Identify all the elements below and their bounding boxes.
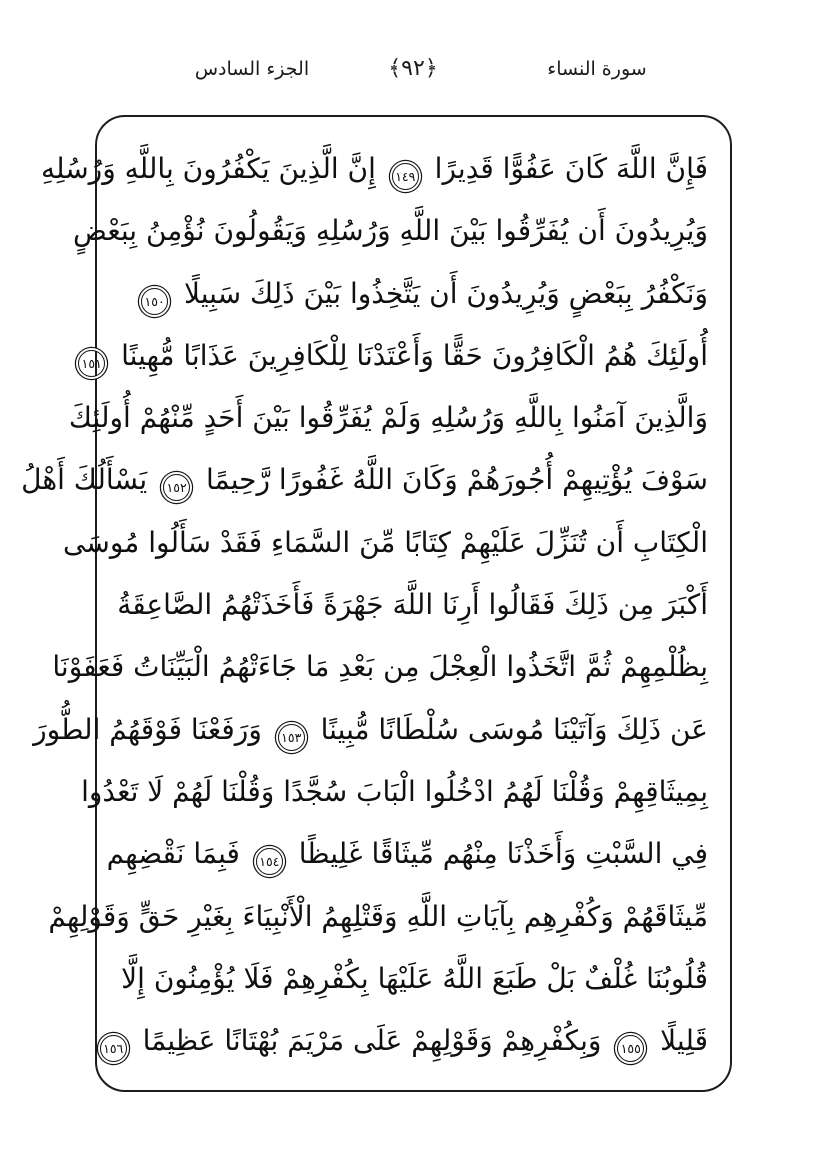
quran-line-10: عَن ذَلِكَ وَآتَيْنَا مُوسَى سُلْطَانًا مُّبِينًا ١٥٣ وَرَفَعْنَا فَوْقَهُمُ الطُّورَ (119, 699, 708, 761)
quran-line-1: فَإِنَّ اللَّهَ كَانَ عَفُوًّا قَدِيرًا ١٤٩ إِنَّ الَّذِينَ يَكْفُرُونَ بِاللَّهِ وَرُسُلِهِ (119, 138, 708, 200)
ayah-end-marker: ١٥٠ (141, 288, 168, 315)
juz-label: الجزء السادس (194, 58, 310, 80)
quran-line-7: الْكِتَابِ أَن تُنَزِّلَ عَلَيْهِمْ كِتَابًا مِّنَ السَّمَاءِ فَقَدْ سَأَلُوا مُوسَى (63, 525, 708, 559)
quran-line-6: سَوْفَ يُؤْتِيهِمْ أُجُورَهُمْ وَكَانَ اللَّهُ غَفُورًا رَّحِيمًا ١٥٢ يَسْأَلُكَ أَهْلُ (119, 449, 708, 511)
ayah-end-marker: ١٥٣ (278, 724, 305, 751)
quran-line-8: أَكْبَرَ مِن ذَلِكَ فَقَالُوا أَرِنَا اللَّهَ جَهْرَةً فَأَخَذَتْهُمُ الصَّاعِقَةُ (117, 588, 708, 622)
ayah-end-marker: ١٤٩ (392, 163, 419, 190)
quran-line-4: أُولَئِكَ هُمُ الْكَافِرُونَ حَقًّا وَأَعْتَدْنَا لِلْكَافِرِينَ عَذَابًا مُّهِينًا ١٥١ (119, 325, 708, 387)
surah-label: سورة النساء (547, 58, 647, 80)
quran-line-3: وَنَكْفُرُ بِبَعْضٍ وَيُرِيدُونَ أَن يَتَّخِذُوا بَيْنَ ذَلِكَ سَبِيلًا ١٥٠ (119, 263, 708, 325)
quran-line-15: قَلِيلًا ١٥٥ وَبِكُفْرِهِمْ وَقَوْلِهِمْ عَلَى مَرْيَمَ بُهْتَانًا عَظِيمًا ١٥٦ (119, 1010, 708, 1072)
quran-line-11: بِمِيثَاقِهِمْ وَقُلْنَا لَهُمُ ادْخُلُوا الْبَابَ سُجَّدًا وَقُلْنَا لَهُمْ لَا تَعْدُوا (81, 774, 708, 808)
quran-line-5: وَالَّذِينَ آمَنُوا بِاللَّهِ وَرُسُلِهِ وَلَمْ يُفَرِّقُوا بَيْنَ أَحَدٍ مِّنْهُمْ أُولَئِكَ (68, 401, 708, 435)
quran-line-12: فِي السَّبْتِ وَأَخَذْنَا مِنْهُم مِّيثَاقًا غَلِيظًا ١٥٤ فَبِمَا نَقْضِهِم (119, 823, 708, 885)
page-number: ﴿٩٢﴾ (388, 56, 438, 81)
ayah-end-marker: ١٥٢ (163, 474, 190, 501)
ayah-end-marker: ١٥٥ (617, 1035, 644, 1062)
quran-line-13: مِّيثَاقَهُمْ وَكُفْرِهِم بِآيَاتِ اللَّهِ وَقَتْلِهِمُ الْأَنْبِيَاءَ بِغَيْرِ حَقٍّ وَقَوْلِهِمْ (48, 899, 708, 933)
ayah-end-marker: ١٥٦ (100, 1035, 127, 1062)
text-frame-border (21, 115, 732, 1092)
quran-line-2: وَيُرِيدُونَ أَن يُفَرِّقُوا بَيْنَ اللَّهِ وَرُسُلِهِ وَيَقُولُونَ نُؤْمِنُ بِبَعْضٍ (73, 214, 708, 248)
quran-line-14: قُلُوبُنَا غُلْفٌ بَلْ طَبَعَ اللَّهُ عَلَيْهَا بِكُفْرِهِمْ فَلَا يُؤْمِنُونَ إِلَّا (121, 961, 708, 995)
ayah-end-marker: ١٥١ (78, 350, 105, 377)
quran-line-9: بِظُلْمِهِمْ ثُمَّ اتَّخَذُوا الْعِجْلَ مِن بَعْدِ مَا جَاءَتْهُمُ الْبَيِّنَاتُ فَعَفَوْنَا (52, 650, 708, 684)
ayah-end-marker: ١٥٤ (256, 848, 283, 875)
